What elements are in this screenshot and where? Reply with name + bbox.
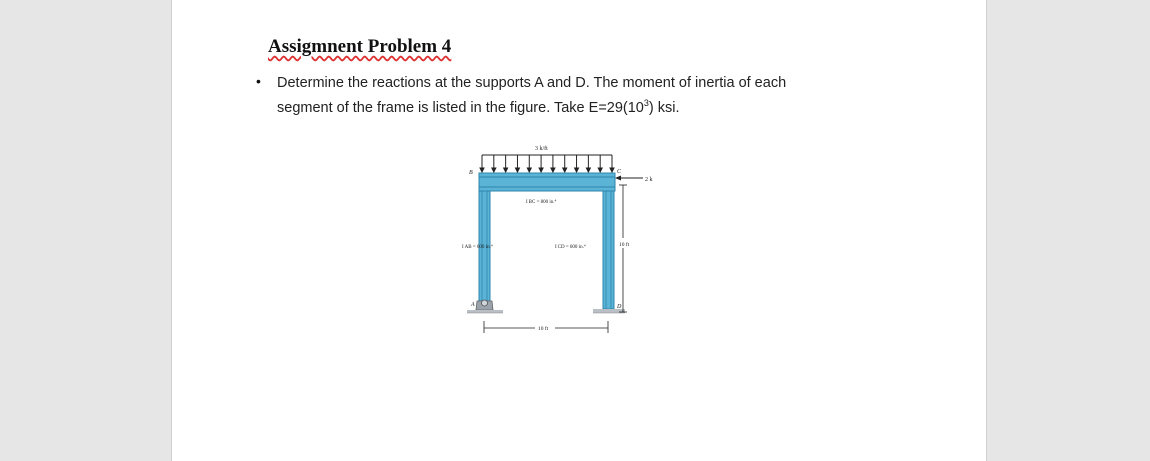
load-arrowhead	[610, 168, 614, 172]
load-arrowhead	[575, 168, 579, 172]
load-arrowhead	[492, 168, 496, 172]
problem-text-line1: Determine the reactions at the supports A and D. The moment of inertia of each	[277, 75, 787, 91]
icd-label: I CD = 600 in.⁴	[555, 245, 586, 250]
document-page	[171, 0, 987, 461]
problem-text-line2: segment of the frame is listed in the figure. Take E=29(10	[277, 99, 644, 116]
load-arrowhead	[480, 168, 484, 172]
exponent: 3	[643, 98, 649, 108]
iab-label: I AB = 600 in.⁴	[462, 245, 493, 250]
column-cd	[603, 191, 614, 309]
height-dimension-label: 10 ft	[619, 242, 630, 248]
node-a-label: A	[471, 302, 475, 308]
load-label: 3 k/ft	[535, 146, 548, 152]
problem-text	[277, 73, 917, 118]
width-dimension-label: 10 ft	[538, 326, 549, 332]
load-arrowhead	[586, 168, 590, 172]
load-arrowhead	[527, 168, 531, 172]
distributed-load-arrows	[480, 155, 614, 172]
horizontal-load-arrow	[615, 176, 643, 181]
horizontal-load-label: 2 k	[645, 177, 653, 183]
assignment-title: Assigmnent Problem 4	[268, 36, 452, 57]
node-d-label: D	[617, 304, 622, 310]
load-arrowhead	[539, 168, 543, 172]
frame-figure	[447, 140, 687, 355]
load-arrowhead	[504, 168, 508, 172]
beam-bc	[479, 173, 615, 191]
bullet-icon: •	[256, 73, 261, 89]
node-b-label: B	[469, 170, 473, 176]
load-arrowhead	[551, 168, 555, 172]
ibc-label: I BC = 800 in.⁴	[526, 200, 557, 205]
height-dimension	[619, 185, 627, 312]
problem-text-line2-end: ) ksi.	[648, 99, 680, 116]
node-c-label: C	[617, 169, 622, 175]
load-arrowhead	[563, 168, 567, 172]
load-arrowhead	[515, 168, 519, 172]
load-arrowhead	[598, 168, 602, 172]
